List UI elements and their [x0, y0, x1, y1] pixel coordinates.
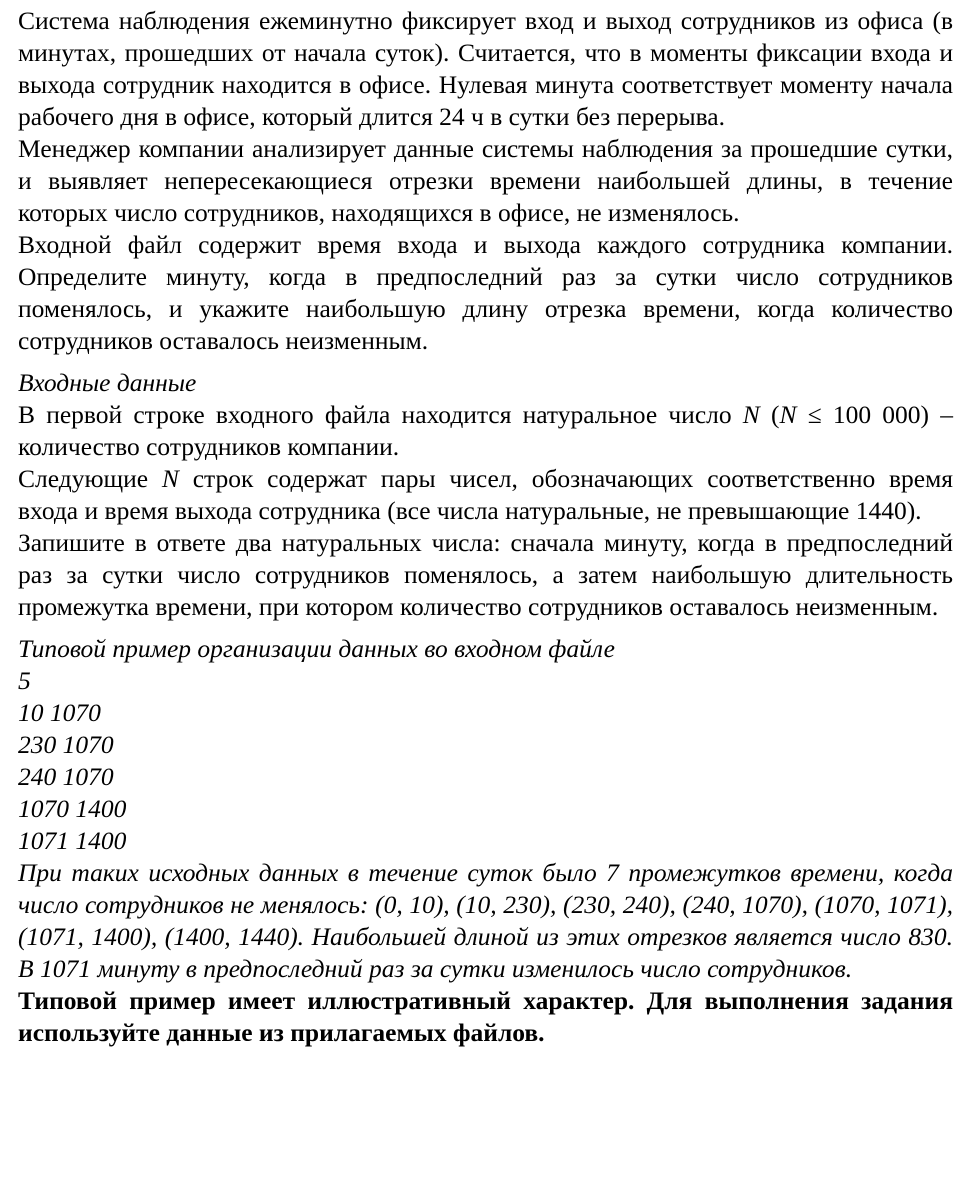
input-p1-part-c: ≤ 100 000) – количество сотрудников компании.: [18, 400, 953, 461]
spacer: [18, 357, 953, 367]
illustrative-note: Типовой пример имеет иллюстративный характер. Для выполнения задания используйте данные из прилагаемых файлов.: [18, 986, 953, 1047]
input-p2-part-b: строк содержат пары чисел, обозначающих соответственно время входа и время выхода сотрудника (все числа натуральные, не превышающие 1440).: [18, 464, 953, 525]
input-paragraph-3: Запишите в ответе два натуральных числа: сначала минуту, когда в предпоследний раз за сутки число сотрудников поменялось, а затем наибольшую длительность промежутка времени, при котором количество сотрудников оставалось неизменным.: [18, 528, 953, 621]
intro-paragraph-2: Менеджер компании анализирует данные системы наблюдения за прошедшие сутки, и выявляет непересекающиеся отрезки времени наибольшей длины, в течение которых число сотрудников, находящихся в офисе, не изменялось.: [18, 134, 953, 227]
example-line: 230 1070: [18, 730, 114, 759]
example-line: 10 1070: [18, 698, 101, 727]
example-explanation: При таких исходных данных в течение суток было 7 промежутков времени, когда число сотрудников не менялось: (0, 10), (10, 230), (230, 240), (240, 1070), (1070, 1071), (1071, 1400), (1400, 1440). Наибольшей длиной из этих отрезков является число 830. В 1071 минуту в предпоследний раз за сутки изменилось число сотрудников.: [18, 858, 953, 983]
variable-n: N: [742, 400, 760, 429]
spacer: [18, 623, 953, 633]
input-p1-part-b: (: [759, 400, 780, 429]
example-line: 5: [18, 666, 31, 695]
variable-n: N: [161, 464, 179, 493]
intro-paragraph-3: Входной файл содержит время входа и выхода каждого сотрудника компании. Определите минуту, когда в предпоследний раз за сутки число сотрудников поменялось, и укажите наибольшую длину отрезка времени, когда количество сотрудников оставалось неизменным.: [18, 230, 953, 355]
input-paragraph-2: [18, 463, 953, 527]
input-heading: Входные данные: [18, 368, 197, 397]
input-paragraph-1: [18, 399, 953, 463]
example-heading: Типовой пример организации данных во входном файле: [18, 634, 615, 663]
input-p1-part-a: В первой строке входного файла находится натуральное число: [18, 400, 743, 429]
variable-n: N: [779, 400, 797, 429]
intro-paragraph-1: Система наблюдения ежеминутно фиксирует вход и выход сотрудников из офиса (в минутах, прошедших от начала суток). Считается, что в моменты фиксации входа и выхода сотрудник находится в офисе. Нулевая минута соответствует моменту начала рабочего дня в офисе, который длится 24 ч в сутки без перерыва.: [18, 6, 953, 131]
example-line: 240 1070: [18, 762, 114, 791]
example-line: 1070 1400: [18, 794, 127, 823]
input-p2-part-a: Следующие: [18, 464, 162, 493]
example-line: 1071 1400: [18, 826, 127, 855]
